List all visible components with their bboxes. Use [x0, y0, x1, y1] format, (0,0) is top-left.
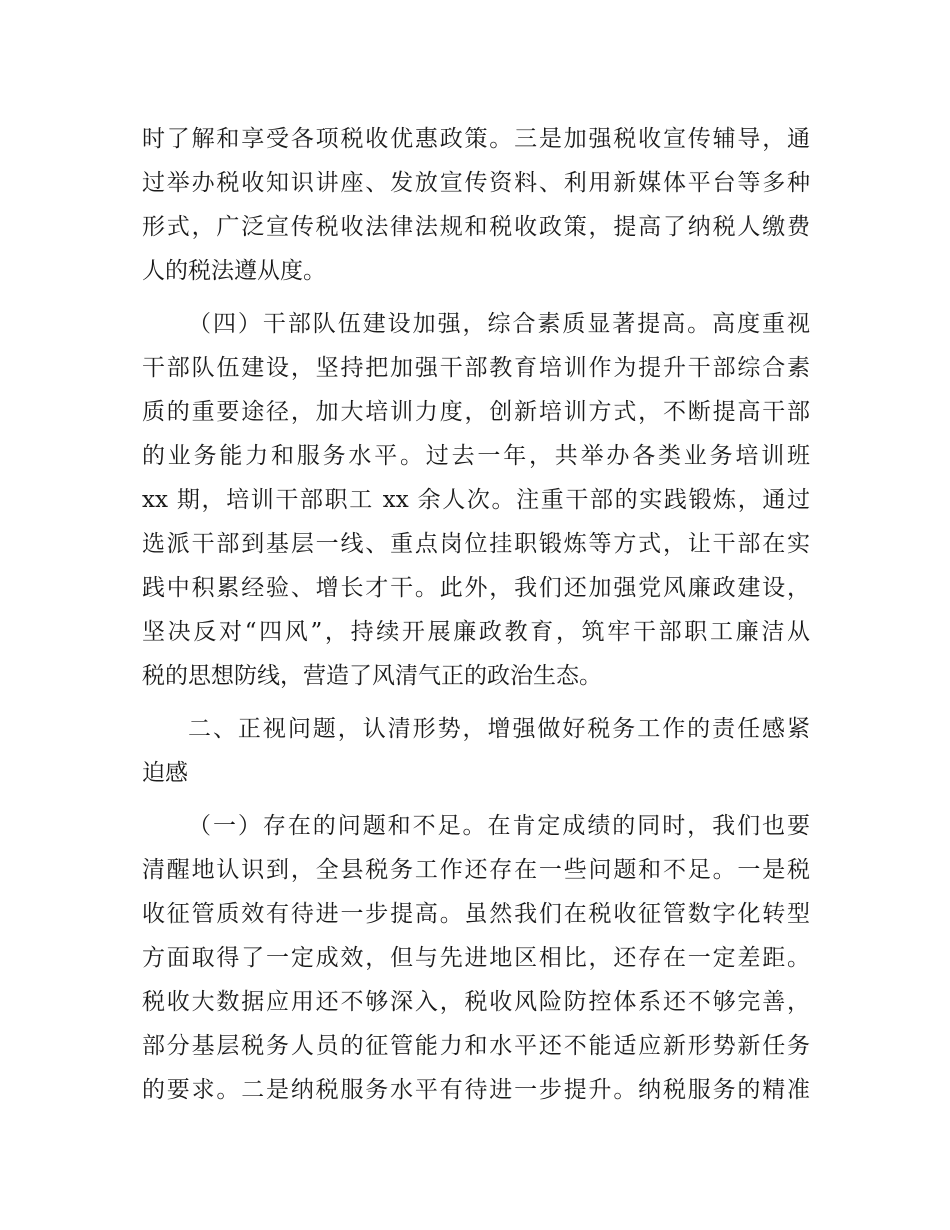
document-body: [142, 117, 810, 1112]
text-line: 选派干部到基层一线、重点岗位挂职锻炼等方式，让干部在实: [142, 531, 810, 557]
text-line: （一）存在的问题和不足。在肯定成绩的同时，我们也要: [188, 813, 810, 839]
text-line: xx 期，培训干部职工 xx 余人次。注重干部的实践锻炼，通过: [142, 487, 810, 513]
text-line: 部分基层税务人员的征管能力和水平还不能适应新形势新任务: [142, 1033, 810, 1059]
text-line: 形式，广泛宣传税收法律法规和税收政策，提高了纳税人缴费: [142, 214, 810, 240]
text-line: 的业务能力和服务水平。过去一年，共举办各类业务培训班: [142, 443, 810, 469]
text-line: 干部队伍建设，坚持把加强干部教育培训作为提升干部综合素: [142, 355, 810, 381]
text-line: 清醒地认识到，全县税务工作还存在一些问题和不足。一是税: [142, 857, 810, 883]
text-line: 质的重要途径，加大培训力度，创新培训方式，不断提高干部: [142, 399, 810, 425]
text-line: 的要求。二是纳税服务水平有待进一步提升。纳税服务的精准: [142, 1077, 810, 1103]
text-line: 过举办税收知识讲座、发放宣传资料、利用新媒体平台等多种: [142, 170, 810, 196]
section-heading-2: [142, 707, 810, 795]
text-line: 坚决反对“四风”，持续开展廉政教育，筑牢干部职工廉洁从: [142, 619, 810, 645]
text-line: 收征管质效有待进一步提高。虽然我们在税收征管数字化转型: [142, 901, 810, 927]
text-line: 税收大数据应用还不够深入，税收风险防控体系还不够完善，: [142, 989, 810, 1015]
text-line: 税的思想防线，营造了风清气正的政治生态。: [142, 663, 602, 689]
text-line: （四）干部队伍建设加强，综合素质显著提高。高度重视: [188, 311, 810, 337]
paragraph-problems-and-shortcomings: [142, 804, 810, 1112]
text-line: 人的税法遵从度。: [142, 258, 326, 284]
text-line: 践中积累经验、增长才干。此外，我们还加强党风廉政建设，: [142, 575, 810, 601]
paragraph-cadre-team-building: [142, 302, 810, 698]
text-line: 方面取得了一定成效，但与先进地区相比，还存在一定差距。: [142, 945, 810, 971]
paragraph-tax-publicity: [142, 117, 810, 293]
text-line: 二、正视问题，认清形势，增强做好税务工作的责任感紧: [188, 716, 810, 742]
text-line: 迫感: [142, 760, 188, 786]
text-line: 时了解和享受各项税收优惠政策。三是加强税收宣传辅导，通: [142, 126, 810, 152]
